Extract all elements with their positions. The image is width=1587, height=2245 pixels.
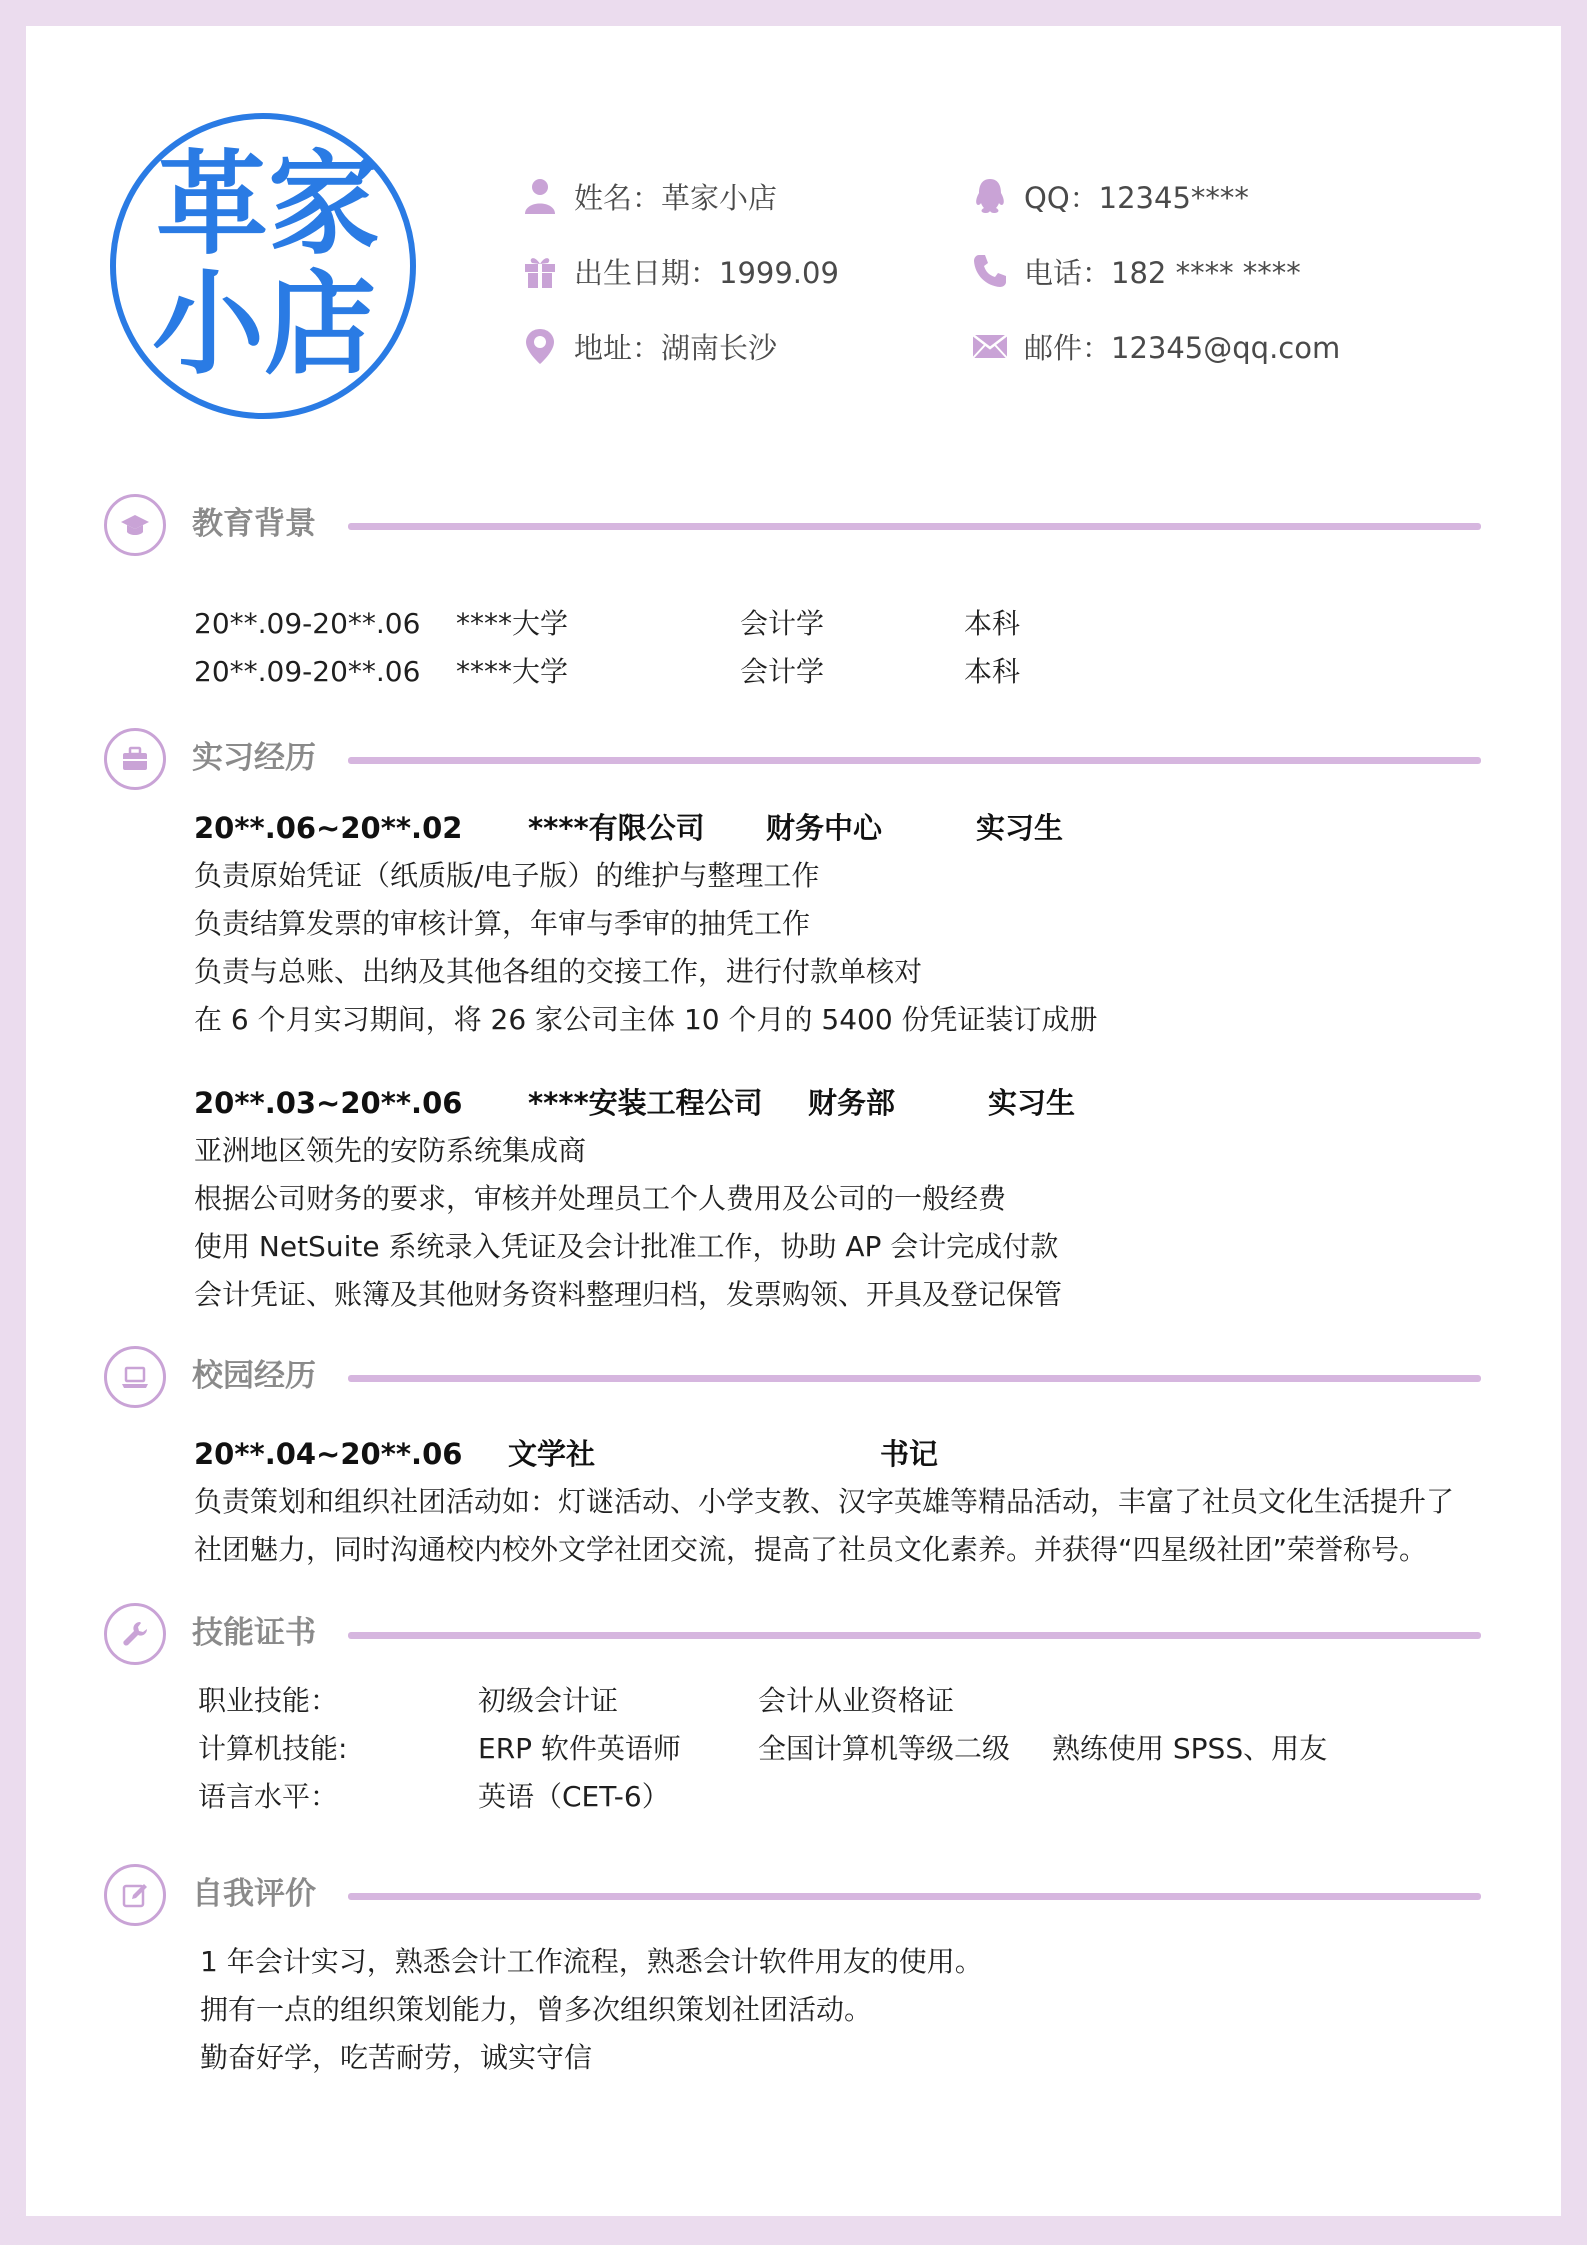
- campus-line: 社团魅力，同时沟通校内校外文学社团交流，提高了社员文化素养。并获得“四星级社团”荣誉称号。: [194, 1533, 1428, 1566]
- education-degree: 本科: [964, 607, 1021, 640]
- section-divider: [348, 1632, 1481, 1639]
- section-divider: [348, 1375, 1481, 1382]
- skill-label: 计算机技能:: [198, 1732, 348, 1765]
- section-title: 技能证书: [192, 1615, 316, 1651]
- campus-period: 20**.04~20**.06: [194, 1437, 463, 1471]
- job-company: ****安装工程公司: [528, 1086, 763, 1120]
- info-birth-text: 出生日期：1999.09: [574, 255, 839, 290]
- info-phone: [970, 249, 1301, 293]
- briefcase-icon: [120, 744, 150, 774]
- education-school: ****大学: [456, 607, 569, 640]
- info-birth: [520, 249, 839, 293]
- qq-icon: [970, 176, 1010, 216]
- info-qq: [970, 174, 1249, 218]
- education-major: 会计学: [740, 607, 825, 640]
- job-line: 负责原始凭证（纸质版/电子版）的维护与整理工作: [194, 859, 820, 892]
- job-line: 会计凭证、账簿及其他财务资料整理归档，发票购领、开具及登记保管: [194, 1278, 1063, 1311]
- education-period: 20**.09-20**.06: [194, 655, 421, 688]
- job-line: 负责与总账、出纳及其他各组的交接工作，进行付款单核对: [194, 955, 923, 988]
- job-line: 负责结算发票的审核计算，年审与季审的抽凭工作: [194, 907, 811, 940]
- info-qq-text: QQ：12345****: [1024, 180, 1249, 215]
- section-title: 自我评价: [192, 1876, 316, 1912]
- job-dept: 财务中心: [766, 811, 883, 845]
- section-campus: [26, 1346, 1561, 1416]
- self-line: 勤奋好学，吃苦耐劳，诚实守信: [200, 2041, 593, 2074]
- section-icon-circle: [104, 1603, 166, 1665]
- section-skills: [26, 1603, 1561, 1673]
- job-company: ****有限公司: [528, 811, 705, 845]
- section-icon-circle: [104, 1864, 166, 1926]
- info-address-text: 地址：湖南长沙: [574, 330, 778, 365]
- info-name-text: 姓名：革家小店: [574, 180, 778, 215]
- education-period: 20**.09-20**.06: [194, 607, 421, 640]
- phone-icon: [970, 251, 1010, 291]
- gift-icon: [520, 251, 560, 291]
- job-period: 20**.03~20**.06: [194, 1086, 463, 1120]
- info-email-text: 邮件：12345@qq.com: [1024, 330, 1341, 365]
- skill-label: 语言水平：: [198, 1780, 339, 1813]
- resume-page: [26, 26, 1561, 2216]
- edit-icon: [120, 1880, 150, 1910]
- skill-label: 职业技能：: [198, 1684, 339, 1717]
- campus-role: 书记: [880, 1437, 939, 1471]
- self-line: 1 年会计实习，熟悉会计工作流程，熟悉会计软件用友的使用。: [200, 1945, 983, 1978]
- section-self: [26, 1864, 1561, 1934]
- education-school: ****大学: [456, 655, 569, 688]
- section-title: 实习经历: [192, 740, 316, 776]
- job-role: 实习生: [988, 1086, 1076, 1120]
- info-name: [520, 174, 777, 218]
- education-major: 会计学: [740, 655, 825, 688]
- logo-line-2: 小店: [152, 259, 376, 390]
- location-pin-icon: [520, 326, 560, 366]
- job-dept: 财务部: [808, 1086, 896, 1120]
- job-line: 在 6 个月实习期间，将 26 家公司主体 10 个月的 5400 份凭证装订成册: [194, 1003, 1098, 1036]
- skill-item: 会计从业资格证: [758, 1684, 955, 1717]
- skill-item: ERP 软件英语师: [478, 1732, 681, 1765]
- campus-org: 文学社: [508, 1437, 596, 1471]
- education-degree: 本科: [964, 655, 1021, 688]
- skill-item: 初级会计证: [478, 1684, 619, 1717]
- skill-item: 英语（CET-6）: [478, 1780, 670, 1813]
- job-period: 20**.06~20**.02: [194, 811, 463, 845]
- section-title: 校园经历: [192, 1358, 316, 1394]
- job-line: 根据公司财务的要求，审核并处理员工个人费用及公司的一般经费: [194, 1182, 1007, 1215]
- info-address: [520, 324, 777, 368]
- logo-seal: [110, 113, 416, 419]
- info-email: [970, 324, 1340, 368]
- job-line: 使用 NetSuite 系统录入凭证及会计批准工作，协助 AP 会计完成付款: [194, 1230, 1059, 1263]
- section-icon-circle: [104, 728, 166, 790]
- section-education: [26, 494, 1561, 564]
- skill-item: 全国计算机等级二级: [758, 1732, 1011, 1765]
- job-line: 亚洲地区领先的安防系统集成商: [194, 1134, 587, 1167]
- section-title: 教育背景: [192, 506, 316, 542]
- person-icon: [520, 176, 560, 216]
- self-line: 拥有一点的组织策划能力，曾多次组织策划社团活动。: [200, 1993, 873, 2026]
- job-role: 实习生: [976, 811, 1064, 845]
- info-phone-text: 电话：182 **** ****: [1024, 255, 1301, 290]
- skill-item: 熟练使用 SPSS、用友: [1052, 1732, 1328, 1765]
- section-divider: [348, 1893, 1481, 1900]
- section-divider: [348, 523, 1481, 530]
- mail-icon: [970, 326, 1010, 366]
- section-internship: [26, 728, 1561, 798]
- logo-line-1: 革家: [156, 139, 380, 270]
- section-icon-circle: [104, 494, 166, 556]
- graduation-cap-icon: [120, 510, 150, 540]
- section-icon-circle: [104, 1346, 166, 1408]
- section-divider: [348, 757, 1481, 764]
- campus-line: 负责策划和组织社团活动如：灯谜活动、小学支教、汉字英雄等精品活动，丰富了社员文化生活提升了: [194, 1485, 1455, 1518]
- wrench-icon: [120, 1619, 150, 1649]
- laptop-icon: [120, 1362, 150, 1392]
